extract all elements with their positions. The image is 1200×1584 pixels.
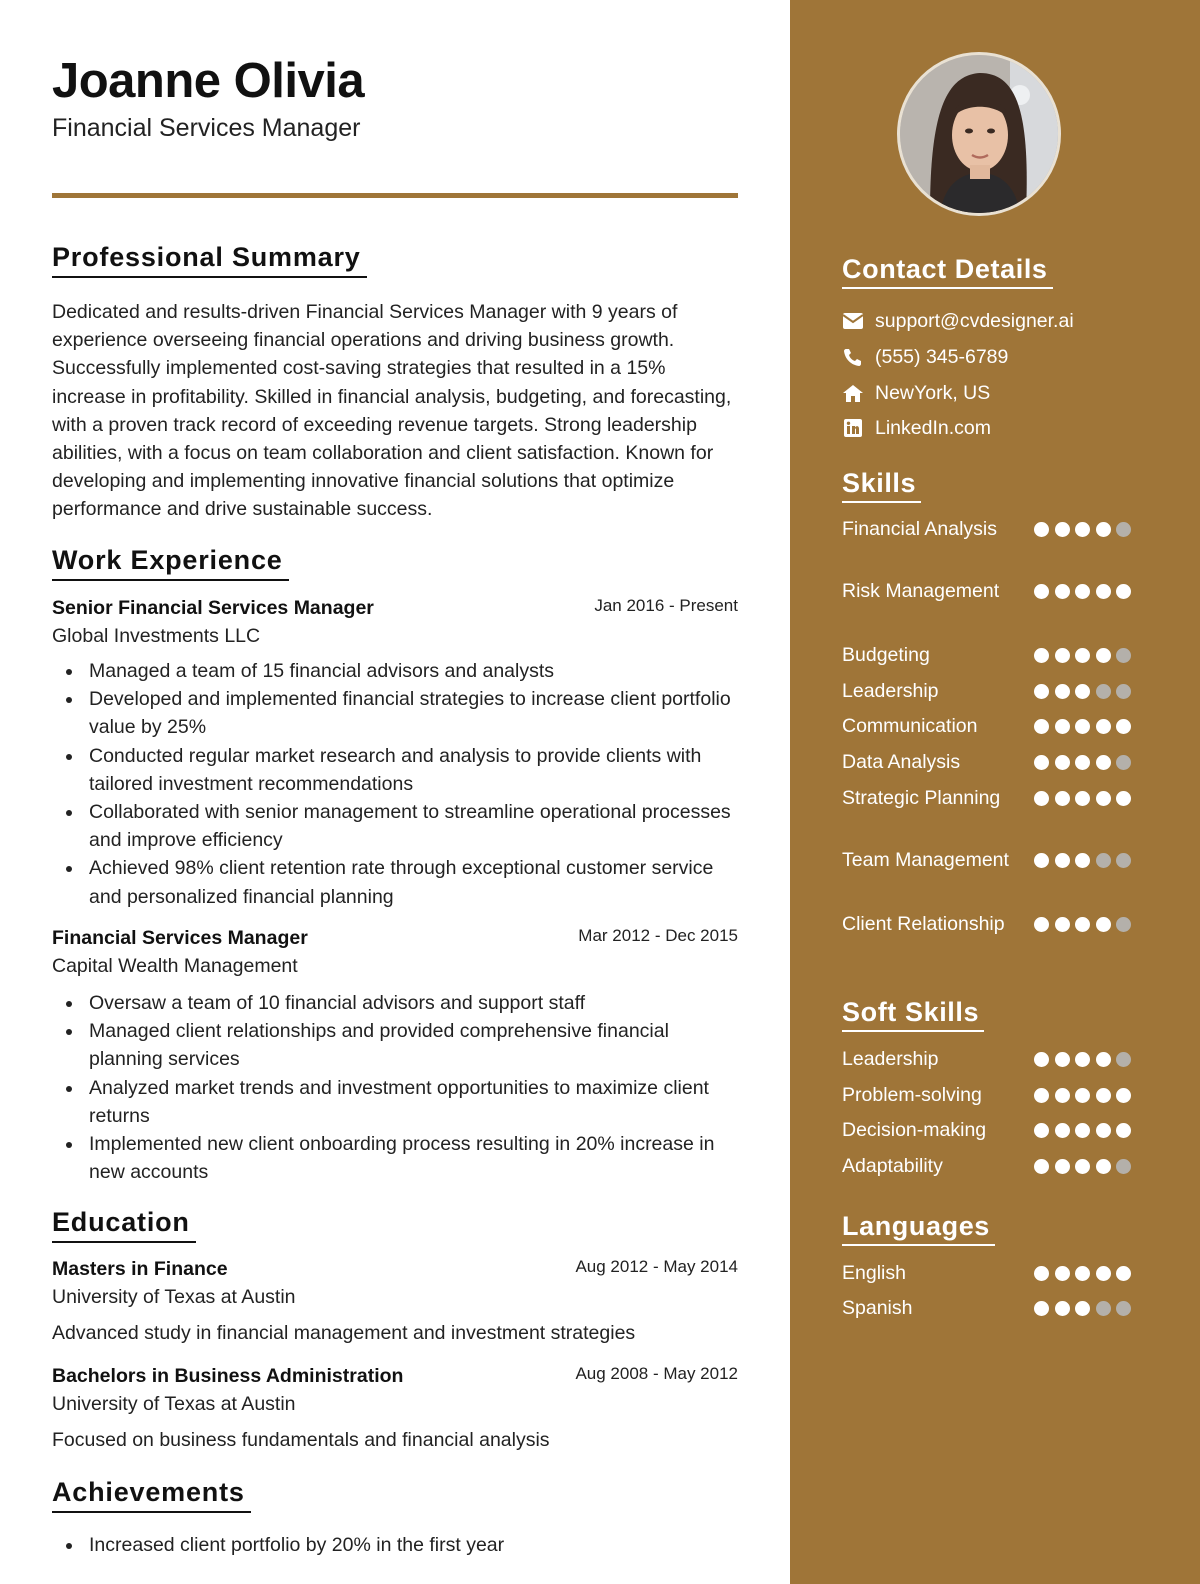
- rating-dot-filled: [1034, 853, 1049, 868]
- summary-heading: Professional Summary: [52, 240, 367, 278]
- skill-name: Spanish: [842, 1297, 913, 1319]
- rating-dot-filled: [1055, 1052, 1070, 1067]
- linkedin-icon: [842, 417, 864, 439]
- rating-dot-filled: [1075, 1123, 1090, 1138]
- job-entry: [52, 594, 738, 911]
- rating-dot-filled: [1075, 648, 1090, 663]
- skill-name: Strategic Planning: [842, 787, 1001, 809]
- rating-dot-filled: [1034, 584, 1049, 599]
- skill-row: [842, 1045, 1138, 1073]
- rating-dot-filled: [1034, 1266, 1049, 1281]
- soft-skills-heading: Soft Skills: [842, 995, 984, 1032]
- rating-dot-filled: [1116, 584, 1131, 599]
- education-description: Advanced study in financial management and investment strategies: [52, 1322, 636, 1344]
- list-item: Achieved 98% client retention rate through exceptional customer service and personalized financial planning: [52, 854, 738, 910]
- rating-dot-empty: [1116, 853, 1131, 868]
- rating-dot-filled: [1075, 719, 1090, 734]
- profile-photo: [900, 55, 1058, 213]
- rating-dot-filled: [1075, 917, 1090, 932]
- rating-dot-filled: [1075, 522, 1090, 537]
- skill-name: Decision-making: [842, 1119, 987, 1141]
- contact-linkedin-text: LinkedIn.com: [875, 417, 991, 439]
- skill-row: [842, 577, 1138, 605]
- job-company: Global Investments LLC: [52, 625, 261, 647]
- skill-rating: [1034, 522, 1137, 537]
- skill-rating: [1034, 1301, 1137, 1316]
- school-name: University of Texas at Austin: [52, 1393, 296, 1415]
- rating-dot-empty: [1116, 917, 1131, 932]
- skill-row: [842, 1152, 1138, 1180]
- list-item: Analyzed market trends and investment opportunities to maximize client returns: [52, 1074, 738, 1130]
- skill-name: Budgeting: [842, 644, 930, 666]
- rating-dot-filled: [1075, 791, 1090, 806]
- rating-dot-filled: [1055, 719, 1070, 734]
- achievements-heading: Achievements: [52, 1475, 251, 1513]
- rating-dot-empty: [1116, 1301, 1131, 1316]
- skill-row: [842, 1081, 1138, 1109]
- experience-heading: Work Experience: [52, 543, 289, 581]
- rating-dot-filled: [1096, 648, 1111, 663]
- rating-dot-filled: [1075, 584, 1090, 599]
- skills-heading: Skills: [842, 466, 921, 503]
- envelope-icon: [842, 310, 864, 332]
- main-column: [52, 0, 738, 1584]
- skill-name: Risk Management: [842, 580, 1000, 602]
- list-item: Developed and implemented financial strategies to increase client portfolio value by 25%: [52, 685, 738, 741]
- rating-dot-filled: [1034, 791, 1049, 806]
- skill-row: [842, 1116, 1138, 1144]
- rating-dot-empty: [1096, 853, 1111, 868]
- rating-dot-filled: [1096, 791, 1111, 806]
- skill-rating: [1034, 719, 1137, 734]
- rating-dot-empty: [1096, 1301, 1111, 1316]
- education-entry: [52, 1362, 738, 1454]
- rating-dot-filled: [1055, 648, 1070, 663]
- skill-rating: [1034, 584, 1137, 599]
- skill-name: Leadership: [842, 680, 939, 702]
- rating-dot-filled: [1096, 584, 1111, 599]
- rating-dot-filled: [1055, 584, 1070, 599]
- degree-title: Masters in Finance: [52, 1258, 228, 1280]
- skill-rating: [1034, 1088, 1137, 1103]
- skill-rating: [1034, 648, 1137, 663]
- rating-dot-filled: [1055, 917, 1070, 932]
- skill-rating: [1034, 1123, 1137, 1138]
- rating-dot-filled: [1075, 1159, 1090, 1174]
- rating-dot-filled: [1096, 1052, 1111, 1067]
- contact-linkedin: [842, 413, 991, 443]
- skill-row: [842, 784, 1138, 812]
- education-heading: Education: [52, 1205, 196, 1243]
- list-item: Collaborated with senior management to streamline operational processes and improve efficiency: [52, 798, 738, 854]
- candidate-name: Joanne Olivia: [52, 54, 365, 108]
- list-item: Managed client relationships and provided comprehensive financial planning services: [52, 1017, 738, 1073]
- summary-text: Dedicated and results-driven Financial Services Manager with 9 years of experience overseeing financial operations and driving business growth. Successfully implemented cost-saving strategies that resulted in a 15% increase in profitability. Skilled in financial analysis, budgeting, and forecasting, with a proven track record of exceeding revenue targets. Strong leadership abilities, with a focus on team collaboration and client satisfaction. Known for developing and implementing innovative financial solutions that optimize performance and drive sustainable success.: [52, 301, 732, 521]
- rating-dot-filled: [1116, 1123, 1131, 1138]
- job-company: Capital Wealth Management: [52, 955, 298, 977]
- list-item: Managed a team of 15 financial advisors and analysts: [52, 657, 738, 685]
- rating-dot-filled: [1096, 755, 1111, 770]
- job-bullets: [52, 989, 738, 1186]
- education-description: Focused on business fundamentals and financial analysis: [52, 1429, 550, 1451]
- skill-row: [842, 677, 1138, 705]
- skill-row: [842, 712, 1138, 740]
- skill-rating: [1034, 1266, 1137, 1281]
- skill-rating: [1034, 791, 1137, 806]
- skill-rating: [1034, 853, 1137, 868]
- rating-dot-filled: [1055, 853, 1070, 868]
- rating-dot-empty: [1116, 1159, 1131, 1174]
- rating-dot-filled: [1096, 1159, 1111, 1174]
- contact-heading: Contact Details: [842, 252, 1053, 289]
- home-icon: [842, 382, 864, 404]
- skill-row: [842, 910, 1138, 938]
- rating-dot-filled: [1096, 719, 1111, 734]
- rating-dot-empty: [1116, 755, 1131, 770]
- rating-dot-filled: [1034, 522, 1049, 537]
- candidate-title: Financial Services Manager: [52, 114, 361, 142]
- header-divider: [52, 193, 738, 198]
- skill-name: Problem-solving: [842, 1084, 982, 1106]
- skill-row: [842, 846, 1138, 874]
- skill-name: Financial Analysis: [842, 518, 997, 540]
- skill-row: [842, 1294, 1138, 1322]
- rating-dot-filled: [1034, 755, 1049, 770]
- rating-dot-filled: [1034, 917, 1049, 932]
- rating-dot-filled: [1055, 522, 1070, 537]
- skill-name: Leadership: [842, 1048, 939, 1070]
- job-role: Senior Financial Services Manager: [52, 597, 374, 619]
- rating-dot-filled: [1096, 1266, 1111, 1281]
- rating-dot-filled: [1075, 853, 1090, 868]
- rating-dot-filled: [1075, 684, 1090, 699]
- rating-dot-filled: [1034, 1301, 1049, 1316]
- rating-dot-empty: [1116, 1052, 1131, 1067]
- rating-dot-filled: [1034, 1159, 1049, 1174]
- job-role: Financial Services Manager: [52, 927, 308, 949]
- contact-location-text: NewYork, US: [875, 382, 991, 404]
- rating-dot-filled: [1034, 719, 1049, 734]
- contact-location: [842, 378, 990, 408]
- contact-phone: [842, 342, 1008, 372]
- skill-name: English: [842, 1262, 906, 1284]
- rating-dot-filled: [1096, 1123, 1111, 1138]
- rating-dot-filled: [1116, 1266, 1131, 1281]
- rating-dot-filled: [1055, 1088, 1070, 1103]
- rating-dot-filled: [1055, 755, 1070, 770]
- skill-rating: [1034, 1052, 1137, 1067]
- education-entry: [52, 1255, 738, 1347]
- rating-dot-empty: [1116, 522, 1131, 537]
- skill-row: [842, 515, 1138, 543]
- rating-dot-filled: [1116, 791, 1131, 806]
- rating-dot-filled: [1096, 1088, 1111, 1103]
- rating-dot-empty: [1116, 648, 1131, 663]
- contact-email-text: support@cvdesigner.ai: [875, 310, 1074, 332]
- rating-dot-filled: [1075, 1266, 1090, 1281]
- contact-email: [842, 306, 1074, 336]
- rating-dot-filled: [1075, 1052, 1090, 1067]
- rating-dot-filled: [1055, 1159, 1070, 1174]
- list-item: Increased client portfolio by 20% in the first year: [52, 1531, 738, 1559]
- rating-dot-filled: [1096, 917, 1111, 932]
- rating-dot-filled: [1055, 791, 1070, 806]
- rating-dot-filled: [1096, 522, 1111, 537]
- rating-dot-filled: [1075, 755, 1090, 770]
- rating-dot-empty: [1096, 684, 1111, 699]
- degree-title: Bachelors in Business Administration: [52, 1365, 404, 1387]
- skill-name: Data Analysis: [842, 751, 961, 773]
- list-item: Oversaw a team of 10 financial advisors and support staff: [52, 989, 738, 1017]
- skill-rating: [1034, 684, 1137, 699]
- skill-name: Adaptability: [842, 1155, 943, 1177]
- job-dates: Jan 2016 - Present: [594, 596, 738, 615]
- rating-dot-filled: [1034, 1088, 1049, 1103]
- languages-heading: Languages: [842, 1209, 995, 1246]
- rating-dot-filled: [1055, 1301, 1070, 1316]
- phone-icon: [842, 346, 864, 368]
- rating-dot-filled: [1034, 684, 1049, 699]
- job-dates: Mar 2012 - Dec 2015: [578, 926, 738, 945]
- job-bullets: [52, 657, 738, 911]
- list-item: Conducted regular market research and analysis to provide clients with tailored investment recommendations: [52, 742, 738, 798]
- avatar: [897, 52, 1061, 216]
- skill-name: Communication: [842, 715, 978, 737]
- rating-dot-filled: [1034, 648, 1049, 663]
- rating-dot-filled: [1055, 1266, 1070, 1281]
- skill-rating: [1034, 917, 1137, 932]
- rating-dot-filled: [1055, 1123, 1070, 1138]
- job-entry: [52, 924, 738, 1186]
- rating-dot-filled: [1116, 719, 1131, 734]
- skill-rating: [1034, 755, 1137, 770]
- skill-row: [842, 748, 1138, 776]
- rating-dot-filled: [1034, 1052, 1049, 1067]
- skill-name: Client Relationship: [842, 913, 1005, 935]
- skill-row: [842, 641, 1138, 669]
- rating-dot-filled: [1075, 1088, 1090, 1103]
- sidebar: [790, 0, 1200, 1584]
- rating-dot-empty: [1116, 684, 1131, 699]
- skill-name: Team Management: [842, 849, 1009, 871]
- rating-dot-filled: [1055, 684, 1070, 699]
- skill-rating: [1034, 1159, 1137, 1174]
- contact-phone-text: (555) 345-6789: [875, 346, 1009, 368]
- achievements-list: [52, 1531, 738, 1559]
- list-item: Implemented new client onboarding process resulting in 20% increase in new accounts: [52, 1130, 738, 1186]
- rating-dot-filled: [1075, 1301, 1090, 1316]
- school-name: University of Texas at Austin: [52, 1286, 296, 1308]
- education-dates: Aug 2012 - May 2014: [575, 1257, 738, 1276]
- rating-dot-filled: [1034, 1123, 1049, 1138]
- rating-dot-filled: [1116, 1088, 1131, 1103]
- education-dates: Aug 2008 - May 2012: [575, 1364, 738, 1383]
- skill-row: [842, 1259, 1138, 1287]
